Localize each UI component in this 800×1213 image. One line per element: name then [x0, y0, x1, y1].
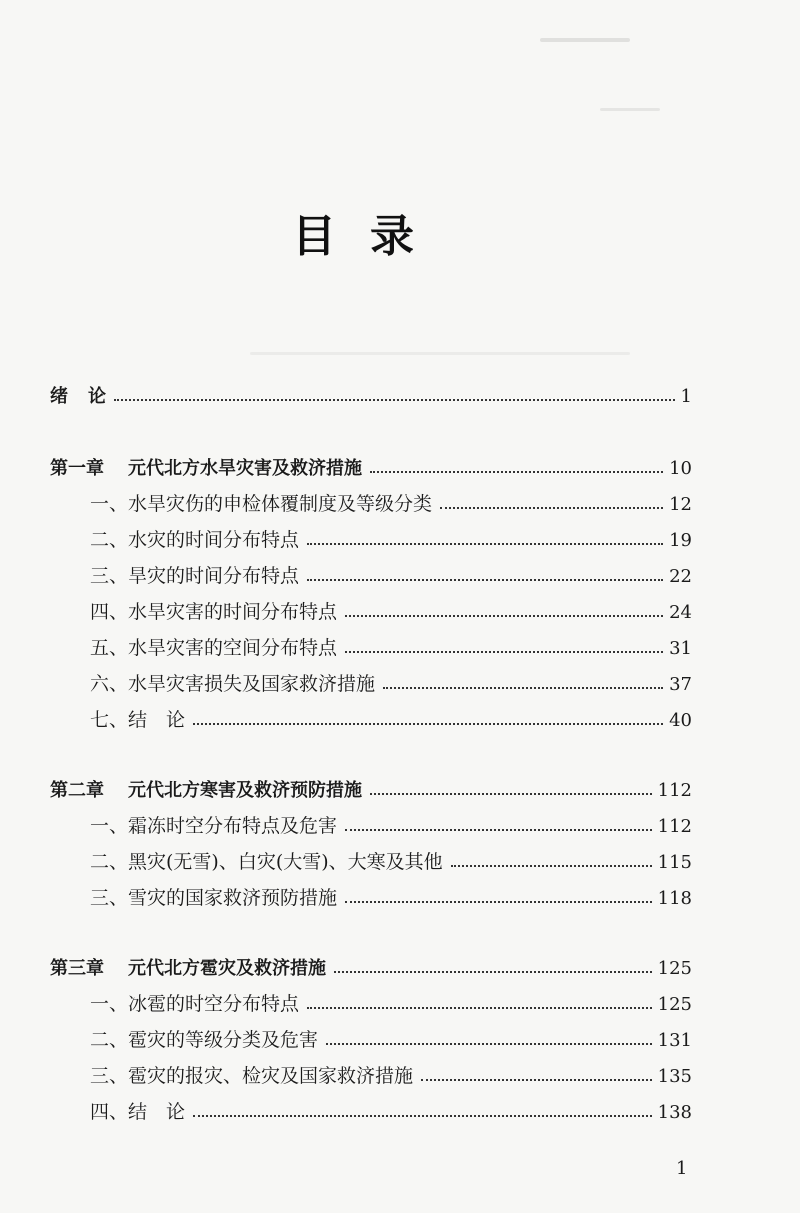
section-label: 五、水旱灾害的空间分布特点: [90, 637, 338, 659]
toc-section[interactable]: [90, 840, 692, 872]
dot-leader: [345, 829, 652, 831]
page-number: 135: [657, 1066, 692, 1087]
section-label: 二、水灾的时间分布特点: [90, 529, 300, 551]
page-number: 131: [657, 1030, 692, 1051]
page-number: 1: [680, 386, 692, 407]
section-label: 四、水旱灾害的时间分布特点: [90, 601, 338, 623]
page-number: 31: [669, 638, 692, 659]
scan-smudge: [250, 352, 630, 355]
dot-leader: [370, 793, 652, 795]
section-label: 四、结 论: [90, 1101, 186, 1123]
page-number: 118: [657, 888, 692, 909]
dot-leader: [451, 865, 652, 867]
section-label: 六、水旱灾害损失及国家救济措施: [90, 673, 376, 695]
toc-section[interactable]: [90, 1054, 692, 1086]
section-label: 三、旱灾的时间分布特点: [90, 565, 300, 587]
section-label: 二、雹灾的等级分类及危害: [90, 1029, 319, 1051]
toc-intro-entry[interactable]: [50, 374, 692, 406]
page-title: 目录: [292, 211, 448, 262]
toc-section[interactable]: [90, 662, 692, 694]
dot-leader: [334, 971, 652, 973]
dot-leader: [345, 615, 663, 617]
toc-section[interactable]: [90, 1018, 692, 1050]
scan-smudge: [540, 38, 630, 42]
toc-section[interactable]: [90, 982, 692, 1014]
page-number: 138: [657, 1102, 692, 1123]
toc-chapter-2[interactable]: [50, 768, 692, 800]
section-label: 二、黑灾(无雪)、白灾(大雪)、大寒及其他: [90, 851, 443, 873]
dot-leader: [440, 507, 663, 509]
page-number: 12: [669, 494, 692, 515]
toc-section[interactable]: [90, 518, 692, 550]
dot-leader: [326, 1043, 652, 1045]
page-number: 10: [669, 458, 692, 479]
section-label: 一、霜冻时空分布特点及危害: [90, 815, 338, 837]
dot-leader: [370, 471, 663, 473]
toc-section[interactable]: [90, 698, 692, 730]
toc-chapter-1[interactable]: [50, 446, 692, 478]
page-number: 112: [657, 816, 692, 837]
scan-smudge: [600, 108, 660, 111]
section-label: 三、雪灾的国家救济预防措施: [90, 887, 338, 909]
toc-chapter-3[interactable]: [50, 946, 692, 978]
toc-section[interactable]: [90, 1090, 692, 1122]
page-number: 125: [657, 994, 692, 1015]
dot-leader: [307, 543, 663, 545]
intro-label: 绪 论: [50, 386, 106, 407]
dot-leader: [193, 723, 663, 725]
section-label: 一、冰雹的时空分布特点: [90, 993, 300, 1015]
toc-section[interactable]: [90, 876, 692, 908]
dot-leader: [383, 687, 663, 689]
toc-section[interactable]: [90, 590, 692, 622]
page-number: 125: [657, 958, 692, 979]
dot-leader: [307, 579, 663, 581]
page-number: 22: [669, 566, 692, 587]
dot-leader: [345, 651, 663, 653]
page-number: 115: [657, 852, 692, 873]
chapter-label: 第三章 元代北方雹灾及救济措施: [50, 958, 326, 979]
dot-leader: [421, 1079, 652, 1081]
section-label: 七、结 论: [90, 709, 186, 731]
dot-leader: [114, 399, 675, 401]
toc-section[interactable]: [90, 626, 692, 658]
dot-leader: [307, 1007, 652, 1009]
page-number: 112: [657, 780, 692, 801]
chapter-label: 第一章 元代北方水旱灾害及救济措施: [50, 458, 362, 479]
chapter-label: 第二章 元代北方寒害及救济预防措施: [50, 780, 362, 801]
toc-section[interactable]: [90, 804, 692, 836]
toc-section[interactable]: [90, 554, 692, 586]
toc-section[interactable]: [90, 482, 692, 514]
dot-leader: [345, 901, 652, 903]
section-label: 三、雹灾的报灾、检灾及国家救济措施: [90, 1065, 414, 1087]
section-label: 一、水旱灾伤的申检体覆制度及等级分类: [90, 493, 433, 515]
page-folio: 1: [676, 1158, 688, 1179]
page-number: 37: [669, 674, 692, 695]
page-number: 19: [669, 530, 692, 551]
page-number: 40: [669, 710, 692, 731]
page-number: 24: [669, 602, 692, 623]
dot-leader: [193, 1115, 652, 1117]
